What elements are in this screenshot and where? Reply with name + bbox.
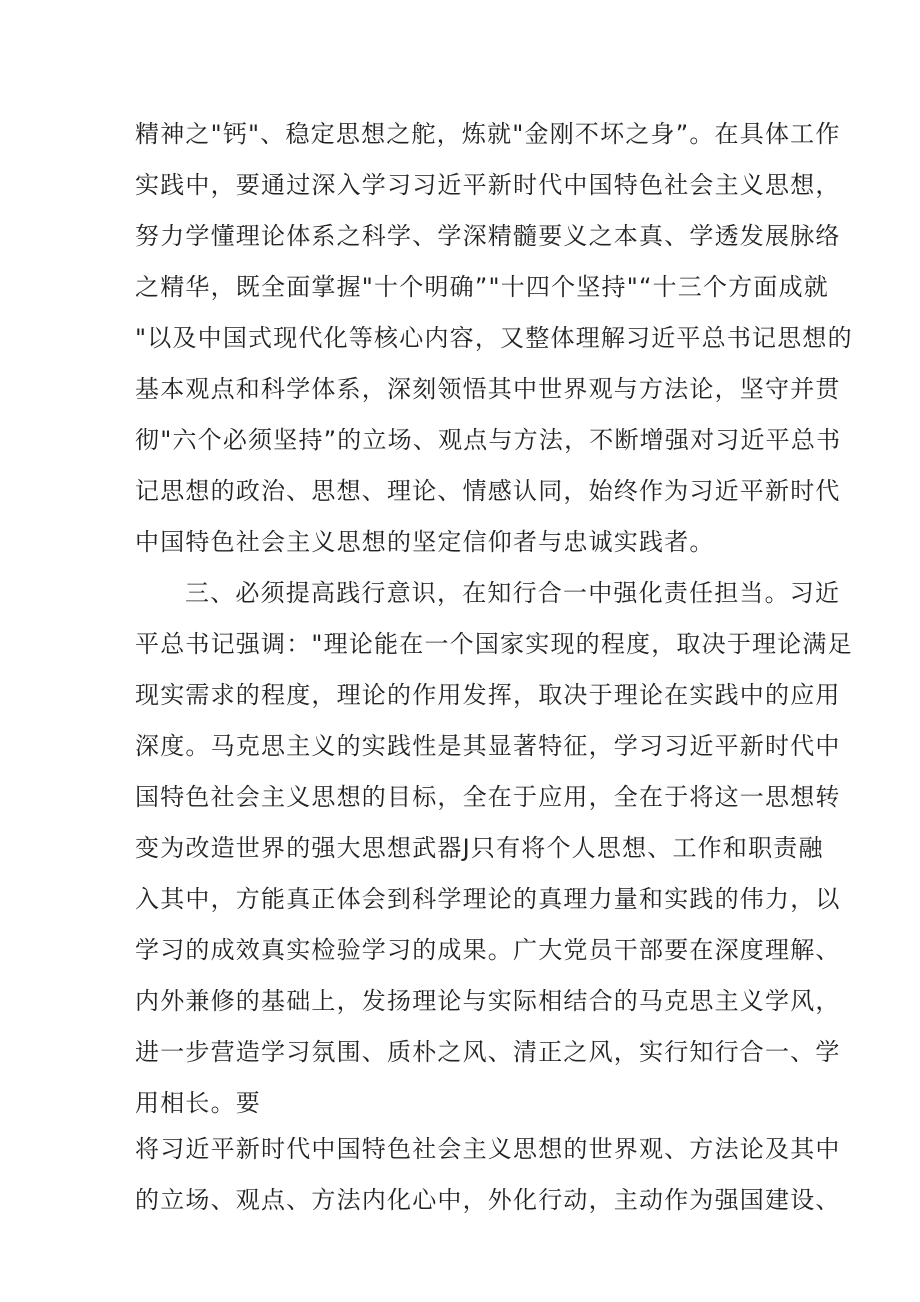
text-line-15: 变为改造世界的强大思想武器J只有将个人思想、工作和职责融 — [135, 834, 824, 862]
text-line-3: 努力学懂理论体系之科学、学深精髓要义之本真、学透发展脉络 — [135, 222, 841, 250]
text-line-14: 国特色社会主义思想的目标，全在于应用，全在于将这一思想转 — [135, 783, 841, 811]
text-line-12: 现实需求的程度，理论的作用发挥，取决于理论在实践中的应用 — [135, 681, 841, 709]
text-line-9: 中国特色社会主义思想的坚定信仰者与忠诚实践者。 — [135, 528, 715, 556]
text-line-21: 将习近平新时代中国特色社会主义思想的世界观、方法论及其中 — [135, 1135, 841, 1163]
text-line-8: 记思想的政治、思想、理论、情感认同，始终作为习近平新时代 — [135, 477, 841, 505]
text-line-19: 进一步营造学习氛围、质朴之风、清正之风，实行知行合一、学 — [135, 1038, 841, 1066]
text-line-4: 之精华，既全面掌握"十个明确”"十四个坚持"“十三个方面成就 — [135, 273, 829, 301]
text-line-1: 精神之"钙"、稳定思想之舵，炼就"金刚不坏之身”。在具体工作 — [135, 120, 841, 148]
text-line-16: 入其中，方能真正体会到科学理论的真理力量和实践的伟力，以 — [135, 885, 841, 913]
text-line-7: 彻"六个必须坚持”的立场、观点与方法，不断增强对习近平总书 — [135, 426, 842, 454]
text-line-6: 基本观点和科学体系，深刻领悟其中世界观与方法论，坚守并贯 — [135, 375, 841, 403]
text-line-2: 实践中，要通过深入学习习近平新时代中国特色社会主义思想， — [135, 171, 841, 199]
paragraph-3-first-line: 三、必须提高践行意识，在知行合一中强化责任担当。习近 — [185, 579, 841, 607]
text-line-11: 平总书记强调："理论能在一个国家实现的程度，取决于理论满足 — [135, 630, 853, 658]
text-line-17: 学习的成效真实检验学习的成果。广大党员干部要在深度理解、 — [135, 936, 841, 964]
text-line-20: 用相长。要 — [135, 1089, 261, 1117]
text-line-13: 深度。马克思主义的实践性是其显著特征，学习习近平新时代中 — [135, 732, 841, 760]
text-line-5: "以及中国式现代化等核心内容，又整体理解习近平总书记思想的 — [135, 324, 853, 352]
text-line-22: 的立场、观点、方法内化心中，外化行动，主动作为强国建设、 — [135, 1186, 841, 1214]
text-line-18: 内外兼修的基础上，发扬理论与实际相结合的马克思主义学风， — [135, 987, 841, 1015]
